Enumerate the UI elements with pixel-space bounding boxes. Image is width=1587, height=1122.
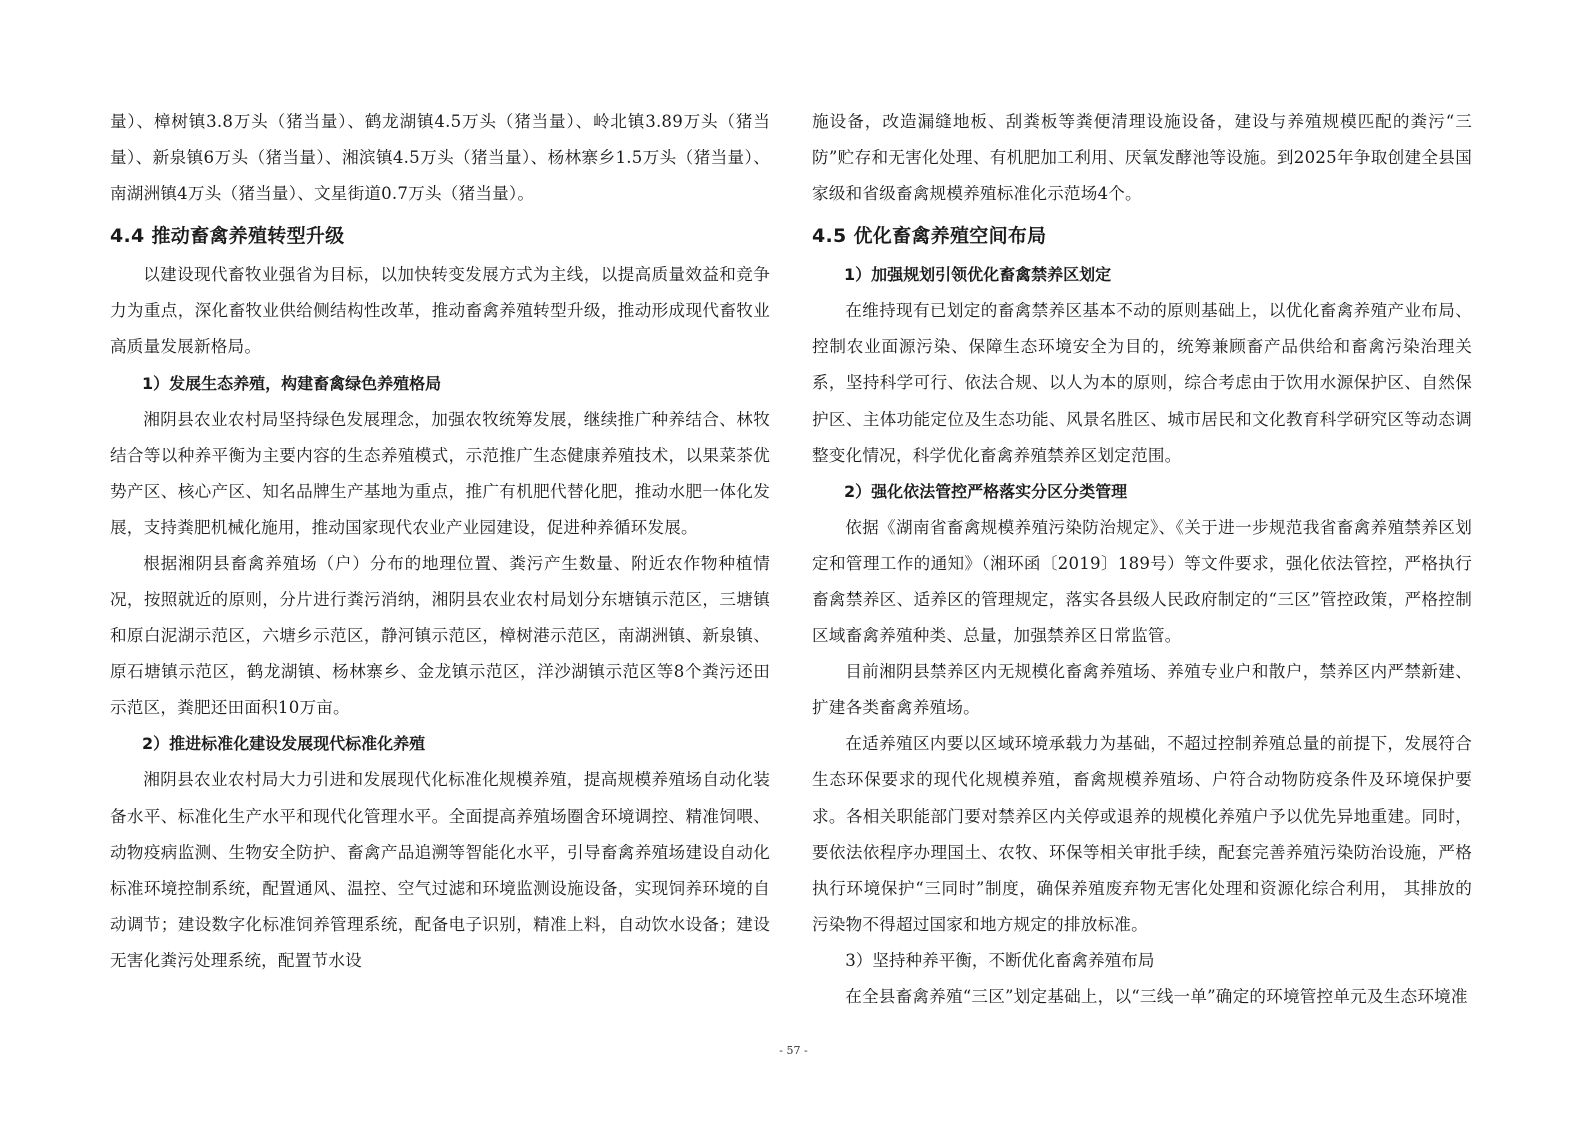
- left-column: [110, 104, 770, 979]
- section-heading-4-5: 4.5 优化畜禽养殖空间布局: [812, 225, 1047, 248]
- paragraph-eco-farming: 湘阴县农业农村局坚持绿色发展理念，加强农牧统筹发展，继续推广种养结合、林牧结合等以种养平衡为主要内容的生态养殖模式，示范推广生态健康养殖技术，以果菜茶优势产区、核心产区、知名品牌生产基地为重点，推广有机肥代替化肥，推动水肥一体化发展，支持粪肥机械化施用，推动国家现代农业产业园建设，促进种养循环发展。: [110, 409, 770, 537]
- paragraph-zoning-regulations: 依据《湖南省畜禽规模养殖污染防治规定》、《关于进一步规范我省畜禽养殖禁养区划定和管理工作的通知》（湘环函〔2019〕189号）等文件要求，强化依法管控，严格执行畜禽禁养区、适养区的管理规定，落实各县级人民政府制定的“三区”管控政策，严格控制区域畜禽养殖种类、总量，加强禁养区日常监管。: [812, 517, 1472, 646]
- page-number: - 57 -: [779, 1044, 808, 1057]
- subheading-balance: 3）坚持种养平衡，不断优化畜禽养殖布局: [845, 950, 1155, 970]
- section-heading-4-4: 4.4 推动畜禽养殖转型升级: [110, 225, 345, 248]
- paragraph-manure-zones: 根据湘阴县畜禽养殖场（户）分布的地理位置、粪污产生数量、附近农作物种植情况，按照就近的原则，分片进行粪污消纳，湘阴县农业农村局划分东塘镇示范区，三塘镇和原白泥湖示范区，六塘乡示范区，静河镇示范区，樟树港示范区，南湖洲镇、新泉镇、原石塘镇示范区，鹤龙湖镇、杨林寨乡、金龙镇示范区，洋沙湖镇示范区等8个粪污还田示范区，粪肥还田面积10万亩。: [110, 553, 770, 718]
- paragraph-continued-right: 施设备，改造漏缝地板、刮粪板等粪便清理设施设备，建设与养殖规模匹配的粪污“三防”贮存和无害化处理、有机肥加工利用、厌氧发酵池等设施。到2025年争取创建全县国家级和省级畜禽规模养殖标准化示范场4个。: [812, 112, 1472, 204]
- right-column: [812, 104, 1472, 1015]
- subheading-standardization: 2）推进标准化建设发展现代标准化养殖: [142, 734, 426, 754]
- subheading-planning: 1）加强规划引领优化畜禽禁养区划定: [844, 265, 1112, 285]
- paragraph-continued: 量）、樟树镇3.8万头（猪当量）、鹤龙湖镇4.5万头（猪当量）、岭北镇3.89万头（猪当量）、新泉镇6万头（猪当量）、湘滨镇4.5万头（猪当量）、杨林寨乡1.5万头（猪当量）、南湖洲镇4万头（猪当量）、文星街道0.7万头（猪当量）。: [110, 112, 770, 204]
- paragraph-suitable-zone: 在适养殖区内要以区域环境承载力为基础，不超过控制养殖总量的前提下，发展符合生态环保要求的现代化规模养殖，畜禽规模养殖场、户符合动物防疫条件及环境保护要求。各相关职能部门要对禁养区内关停或退养的规模化养殖户予以优先异地重建。同时，要依法依程序办理国土、农牧、环保等相关审批手续，配套完善养殖污染防治设施，严格执行环境保护“三同时”制度，确保养殖废弃物无害化处理和资源化综合利用， 其排放的污染物不得超过国家和地方规定的排放标准。: [812, 734, 1472, 934]
- paragraph-4-4-intro: 以建设现代畜牧业强省为目标，以加快转变发展方式为主线，以提高质量效益和竞争力为重点，深化畜牧业供给侧结构性改革，推动畜禽养殖转型升级，推动形成现代畜牧业高质量发展新格局。: [110, 265, 770, 357]
- subheading-zoning-management: 2）强化依法管控严格落实分区分类管理: [844, 481, 1128, 501]
- paragraph-balance: 在全县畜禽养殖“三区”划定基础上，以“三线一单”确定的环境管控单元及生态环境准: [845, 986, 1468, 1006]
- paragraph-standardization: 湘阴县农业农村局大力引进和发展现代化标准化规模养殖，提高规模养殖场自动化装备水平、标准化生产水平和现代化管理水平。全面提高养殖场圈舍环境调控、精准饲喂、动物疫病监测、生物安全防护、畜禽产品追溯等智能化水平，引导畜禽养殖场建设自动化标准环境控制系统，配置通风、温控、空气过滤和环境监测设施设备，实现饲养环境的自动调节；建设数字化标准饲养管理系统，配备电子识别，精准上料，自动饮水设备；建设无害化粪污处理系统，配置节水设: [110, 770, 770, 970]
- paragraph-forbidden-zone: 目前湘阴县禁养区内无规模化畜禽养殖场、养殖专业户和散户，禁养区内严禁新建、扩建各类畜禽养殖场。: [812, 662, 1472, 718]
- subheading-eco-farming: 1）发展生态养殖，构建畜禽绿色养殖格局: [142, 373, 442, 393]
- paragraph-planning: 在维持现有已划定的畜禽禁养区基本不动的原则基础上，以优化畜禽养殖产业布局、控制农业面源污染、保障生态环境安全为目的，统筹兼顾畜产品供给和畜禽污染治理关系，坚持科学可行、依法合规、以人为本的原则，综合考虑由于饮用水源保护区、自然保护区、主体功能定位及生态功能、风景名胜区、城市居民和文化教育科学研究区等动态调整变化情况，科学优化畜禽养殖禁养区划定范围。: [812, 301, 1472, 465]
